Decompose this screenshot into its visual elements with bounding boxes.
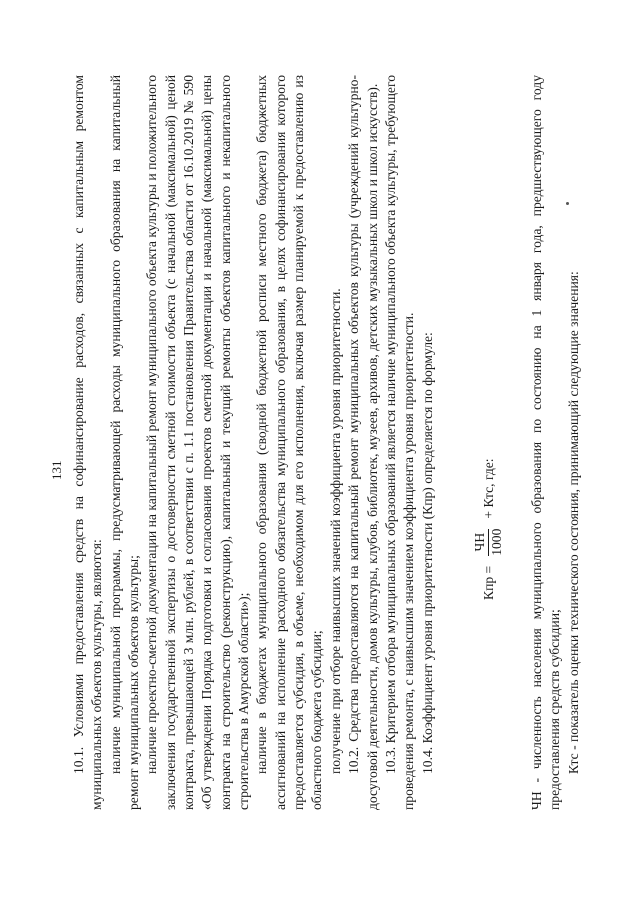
fraction [472,525,506,560]
paragraph: получение при отборе наивысших значений коэффициента уровня приоритетности. [327,288,343,774]
scan-speck [566,202,569,205]
definition: Ктс - показатель оценки технического состояния, принимающий следующие значения: [565,271,581,774]
formula-rhs: + Ктс, где: [480,458,496,519]
formula [472,458,506,600]
paragraph: 10.1. Условиями предоставления средств на софинансирование расходов, связанных с капитальным ремонтом муниципальных объектов культуры, являются: [71,75,105,810]
paragraph: наличие муниципальной программы, предусматривающей расходы муниципального образования на капитальный ремонт муниципальных объектов культуры; [107,75,142,810]
fraction-numerator: ЧН [472,529,489,556]
paragraph: 10.3. Критерием отбора муниципальных образований является наличие муниципального объекта культуры, требующего проведения ремонта, с наивысшим значением коэффициента уровня приоритетности. [382,75,417,810]
definitions [528,75,583,810]
paragraph: 10.2. Средства предоставляются на капитальный ремонт муниципальных объектов культуры (учреждений культурно-досуговой деятельности, домов культуры, клубов, библиотек, музеев, архивов, детских музыкальных школ и школ искусств). [346,75,380,810]
main-text [70,75,437,810]
formula-lhs: Кпр = [480,565,496,600]
paragraph: наличие проектно-сметной документации на капитальный ремонт муниципального объекта культуры и положительного заключения государственной экспертизы о достоверности сметной стоимости объекта (с начальной (максимальной) ценой контракта, превышающей 3 млн. рублей, в соответствии с п. 1.1 постановления Правительства области от 16.10.2019 № 590 «Об утверждении Порядка подготовки и согласования проектов сметной документации и начальной (максимальной) цены контракта на строительство (реконструкцию), капитальный и текущий ремонты объектов капитального и некапитального строительства в Амурской области»); [144,75,252,810]
page-number: 131 [49,460,64,480]
definition: ЧН - численность населения муниципального образования по состоянию на 1 января года, предшествующего году предоставления средств субсидии; [529,75,563,810]
fraction-denominator: 1000 [489,528,505,556]
paragraph: наличие в бюджетах муниципального образования (сводной бюджетной росписи местного бюджета) бюджетных ассигнований на исполнение расходного обязательства муниципального образования, в целях софинансирования которого предоставляется субсидия, в объеме, необходимом для его исполнения, включая размер планируемой к предоставлению из областного бюджета субсидии; [254,75,325,810]
paragraph: 10.4. Коэффициент уровня приоритетности (Кпр) определяется по формуле: [419,332,435,774]
